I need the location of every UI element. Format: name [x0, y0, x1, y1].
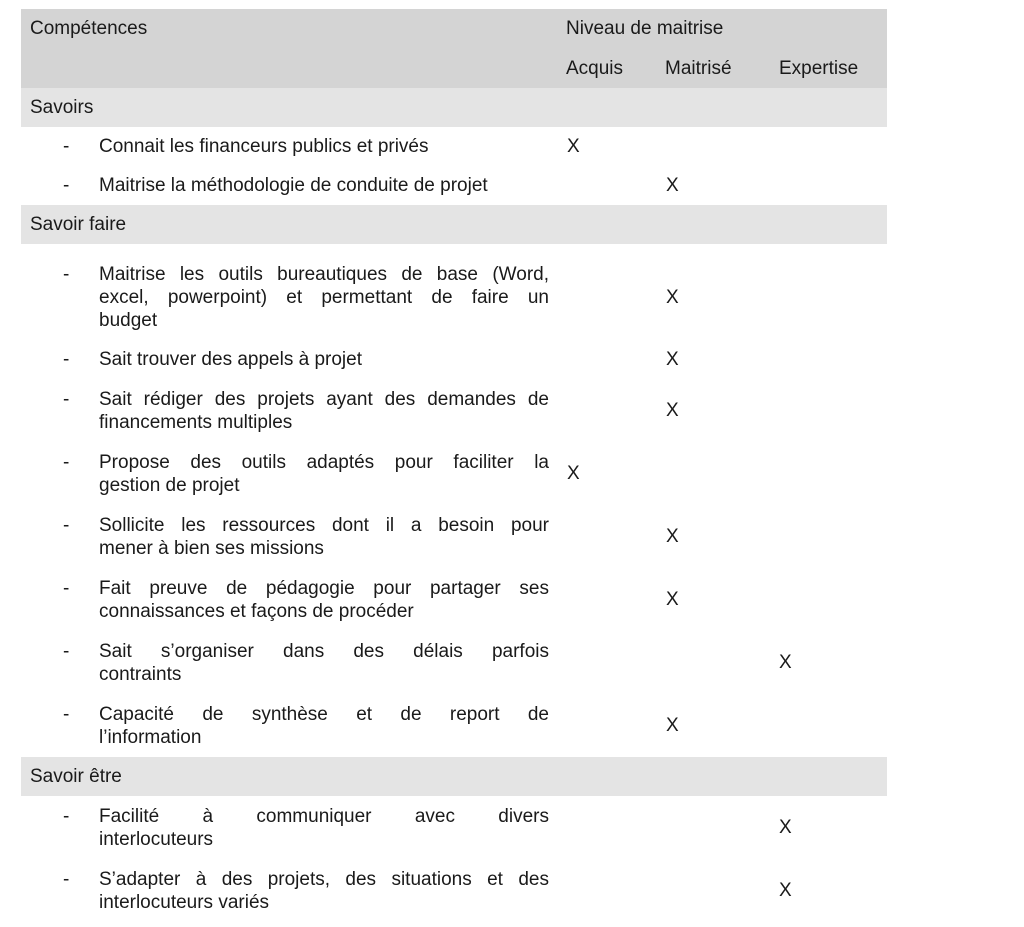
- competence-description-line: interlocuteurs variés: [99, 892, 270, 913]
- section-title: Savoirs: [30, 97, 94, 118]
- competence-description-line: gestion de projet: [99, 475, 240, 496]
- competence-description: [99, 805, 549, 851]
- list-bullet: -: [63, 704, 70, 725]
- competence-description-line: Sait trouver des appels à projet: [99, 349, 362, 370]
- competence-row: [21, 568, 887, 631]
- table-header-row: [21, 9, 887, 48]
- list-bullet: -: [63, 349, 70, 370]
- list-bullet: -: [63, 175, 70, 196]
- section-row: [21, 205, 887, 244]
- level-mark: X: [666, 715, 679, 736]
- level-mark: X: [567, 463, 580, 484]
- competence-description-line: Facilité à communiquer avec divers: [99, 806, 549, 827]
- section-row: [21, 88, 887, 127]
- level-mark: X: [666, 175, 679, 196]
- list-bullet: -: [63, 578, 70, 599]
- competence-row: [21, 796, 887, 859]
- level-mark: X: [567, 136, 580, 157]
- level-mark: X: [666, 589, 679, 610]
- competence-description-line: contraints: [99, 664, 182, 685]
- competence-description: [99, 577, 549, 623]
- competence-description-line: Maitrise les outils bureautiques de base (Word,: [99, 264, 549, 285]
- section-title: Savoir faire: [30, 214, 127, 235]
- competence-description: [99, 135, 549, 158]
- competence-description-line: Sait rédiger des projets ayant des demandes de: [99, 389, 549, 410]
- competence-description-line: connaissances et façons de procéder: [99, 601, 414, 622]
- level-mark: X: [779, 817, 792, 838]
- competence-row: [21, 379, 887, 442]
- competence-description-line: financements multiples: [99, 412, 293, 433]
- competence-description: [99, 174, 549, 197]
- competence-description: [99, 514, 549, 560]
- competence-description-line: mener à bien ses missions: [99, 538, 324, 559]
- level-mark: X: [779, 880, 792, 901]
- list-bullet: -: [63, 515, 70, 536]
- list-bullet: -: [63, 264, 70, 285]
- column-header-competences: Compétences: [30, 18, 148, 39]
- competence-row: [21, 442, 887, 505]
- competence-description-line: Sait s’organiser dans des délais parfois: [99, 641, 549, 662]
- list-bullet: -: [63, 136, 70, 157]
- competence-description: [99, 640, 549, 686]
- table-subheader-row: [21, 48, 887, 88]
- competence-description-line: Capacité de synthèse et de report de: [99, 704, 549, 725]
- competence-description-line: Maitrise la méthodologie de conduite de projet: [99, 175, 488, 196]
- column-header-niveau: Niveau de maitrise: [566, 18, 724, 39]
- competence-description-line: Connait les financeurs publics et privés: [99, 136, 429, 157]
- competence-row: [21, 859, 887, 922]
- list-bullet: -: [63, 452, 70, 473]
- competence-description: [99, 348, 549, 371]
- competences-table: [21, 9, 887, 922]
- competence-row: [21, 694, 887, 757]
- competence-row: [21, 631, 887, 694]
- list-bullet: -: [63, 641, 70, 662]
- list-bullet: -: [63, 806, 70, 827]
- competence-description-line: Propose des outils adaptés pour faciliter la: [99, 452, 549, 473]
- competence-description: [99, 263, 549, 332]
- competence-description: [99, 451, 549, 497]
- level-mark: X: [666, 349, 679, 370]
- competence-description-line: Sollicite les ressources dont il a besoin pour: [99, 515, 549, 536]
- column-header-expertise: Expertise: [779, 58, 859, 79]
- competence-description: [99, 868, 549, 914]
- list-bullet: -: [63, 389, 70, 410]
- level-mark: X: [666, 526, 679, 547]
- competence-row: [21, 244, 887, 340]
- column-header-acquis: Acquis: [566, 58, 624, 79]
- section-title: Savoir être: [30, 766, 122, 787]
- competence-description-line: S’adapter à des projets, des situations et des: [99, 869, 549, 890]
- competence-row: [21, 127, 887, 166]
- competence-description-line: l’information: [99, 727, 202, 748]
- competence-description: [99, 703, 549, 749]
- column-header-maitrise: Maitrisé: [665, 58, 732, 79]
- section-row: [21, 757, 887, 796]
- level-mark: X: [666, 400, 679, 421]
- level-mark: X: [779, 652, 792, 673]
- competence-row: [21, 505, 887, 568]
- competence-description-line: excel, powerpoint) et permettant de faire un: [99, 287, 549, 308]
- competence-description: [99, 388, 549, 434]
- level-mark: X: [666, 287, 679, 308]
- competence-row: [21, 166, 887, 205]
- competence-description-line: Fait preuve de pédagogie pour partager ses: [99, 578, 549, 599]
- list-bullet: -: [63, 869, 70, 890]
- competence-description-line: budget: [99, 310, 158, 331]
- competence-row: [21, 340, 887, 379]
- competence-description-line: interlocuteurs: [99, 829, 214, 850]
